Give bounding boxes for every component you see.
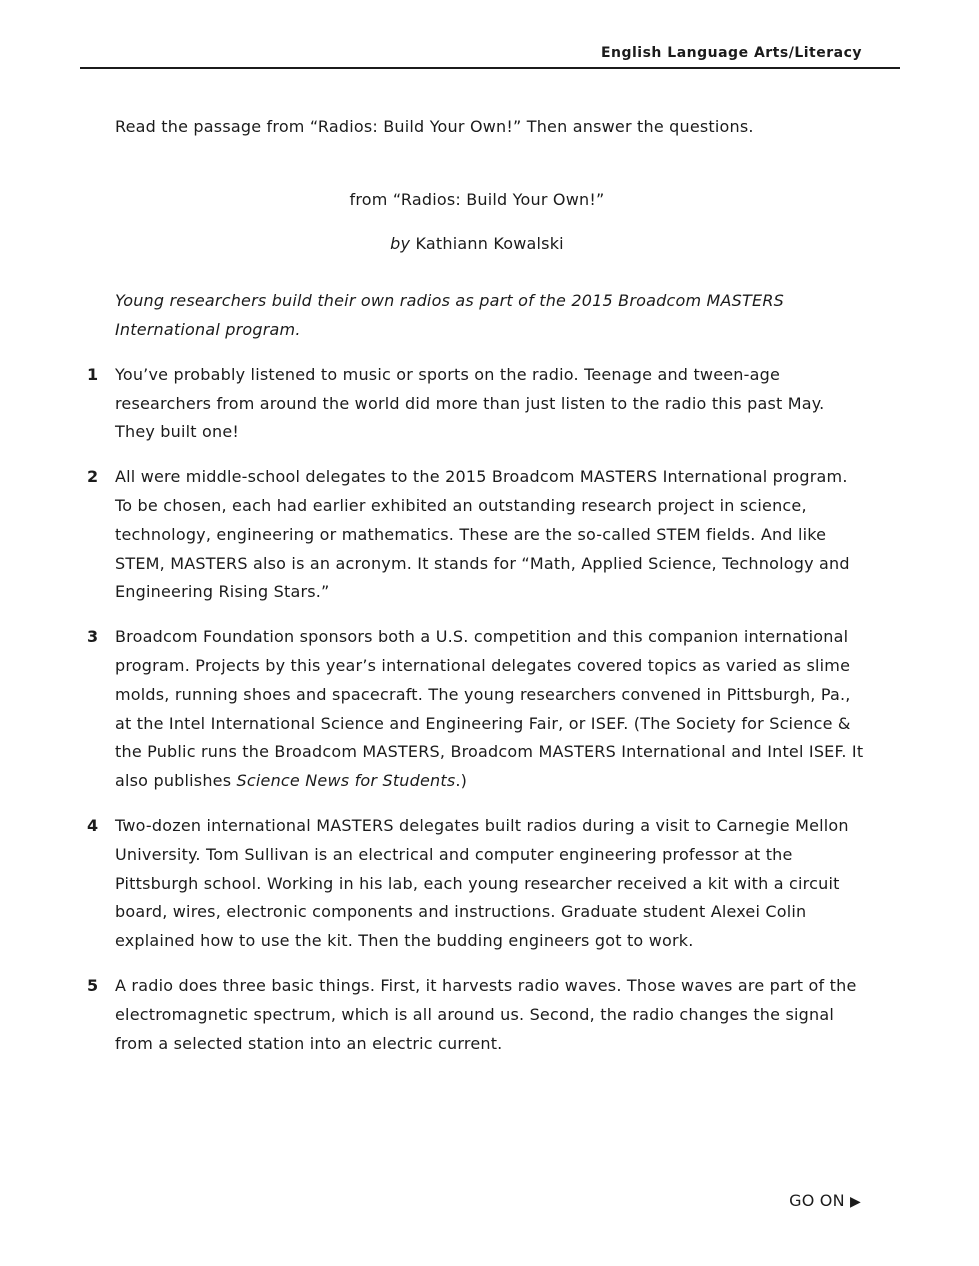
paragraph-number: 4 — [87, 815, 99, 835]
instructions-text: Read the passage from “Radios: Build Your Own!” Then answer the questions. — [115, 116, 754, 136]
passage-paragraph — [87, 463, 867, 607]
page-footer — [789, 1187, 861, 1216]
byline — [87, 230, 867, 259]
go-on-arrow-icon: ▶ — [850, 1194, 861, 1211]
text-segment: Broadcom Foundation sponsors both a U.S. competition and this companion international program. Projects by this year’s international delegates covered topics as varied as slime molds, running shoes and spacecraft. The young researchers convened in Pittsburgh, Pa., at the Intel International Science and Engineering Fair, or ISEF. (The Society for Science & the Public runs the Broadcom MASTERS, Broadcom MASTERS International and Intel ISEF. It also publishes — [115, 627, 864, 791]
header-title: English Language Arts/Literacy — [600, 45, 862, 61]
text-segment: All were middle-school delegates to the 2015 Broadcom MASTERS International program. To be chosen, each had earlier exhibited an outstanding research project in science, technology, engineering or mathematics. These are the so-called STEM fields. And like STEM, MASTERS also is an acronym. It stands for “Math, Applied Science, Technology and Engineering Rising Stars.” — [115, 467, 850, 602]
paragraph-number: 3 — [87, 627, 99, 647]
byline-prefix: by — [390, 234, 411, 254]
passage-paragraph — [87, 361, 867, 447]
paragraph-number: 5 — [87, 975, 99, 995]
text-segment: .) — [455, 771, 468, 791]
go-on-label: GO ON — [789, 1191, 845, 1211]
passage-paragraphs — [87, 361, 867, 1059]
author-name: Kathiann Kowalski — [415, 234, 564, 254]
text-segment: Two-dozen international MASTERS delegates built radios during a visit to Carnegie Mellon University. Tom Sullivan is an electrical and computer engineering professor at the Pittsburgh school. Working in his lab, each young researcher received a kit with a circuit board, wires, electronic components and instructions. Graduate student Alexei Colin explained how to use the kit. Then the budding engineers got to work. — [115, 815, 849, 951]
passage-paragraph — [87, 812, 867, 956]
passage-title: from “Radios: Build Your Own!” — [349, 189, 605, 209]
paragraph-text — [115, 972, 867, 1058]
passage-paragraph — [87, 972, 867, 1058]
paragraph-number: 2 — [87, 467, 99, 487]
passage-intro: Young researchers build their own radios as part of the 2015 Broadcom MASTERS International program. — [115, 291, 784, 339]
paragraph-text — [115, 463, 867, 607]
paragraph-number: 1 — [87, 364, 99, 384]
page-header — [80, 45, 900, 69]
paragraph-text — [115, 361, 867, 447]
passage-content — [87, 113, 867, 1059]
text-segment: A radio does three basic things. First, it harvests radio waves. Those waves are part of the electromagnetic spectrum, which is all around us. Second, the radio changes the signal from a selected station into an electric current. — [115, 975, 857, 1053]
paragraph-text — [115, 623, 867, 796]
italic-text-segment: Science News for Students — [236, 771, 456, 791]
text-segment: You’ve probably listened to music or sports on the radio. Teenage and tween-age researchers from around the world did more than just listen to the radio this past May. They built one! — [115, 364, 825, 442]
paragraph-text — [115, 812, 867, 956]
passage-paragraph — [87, 623, 867, 796]
